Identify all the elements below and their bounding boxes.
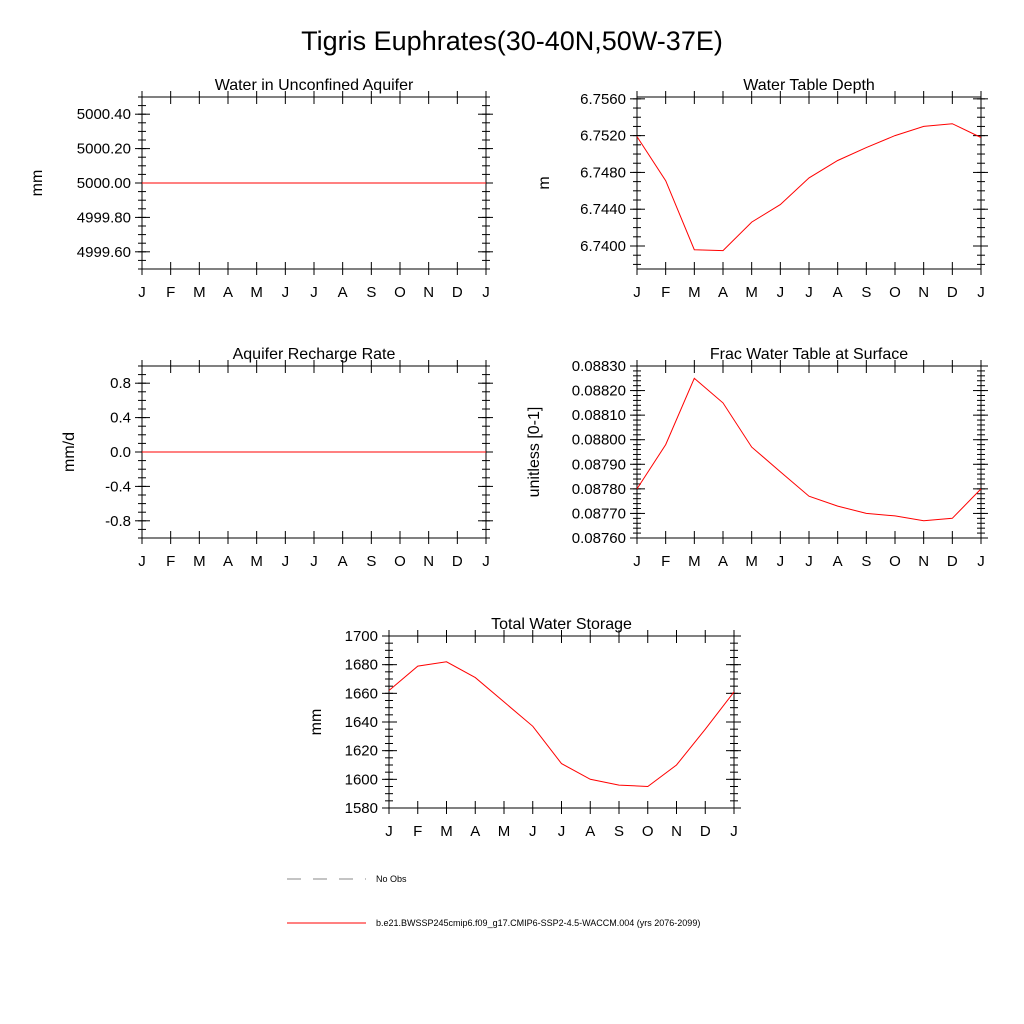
panel-frac-water-table-surface bbox=[526, 346, 988, 570]
x-tick-label: J bbox=[482, 553, 490, 570]
x-tick-label: J bbox=[281, 284, 290, 301]
y-tick-label: -0.4 bbox=[105, 478, 131, 496]
x-tick-label: J bbox=[805, 553, 813, 570]
x-tick-label: D bbox=[699, 823, 711, 840]
x-tick-label: F bbox=[661, 553, 671, 570]
x-tick-label: J bbox=[977, 284, 985, 301]
plot-frame bbox=[637, 97, 981, 269]
y-tick-label: 0.08830 bbox=[571, 358, 626, 375]
y-tick-label: 6.7480 bbox=[580, 164, 626, 182]
panel-title: Frac Water Table at Surface bbox=[709, 346, 909, 363]
x-tick-label: J bbox=[776, 553, 785, 570]
x-tick-label: J bbox=[138, 284, 146, 301]
x-tick-label: N bbox=[918, 284, 930, 301]
y-tick-label: 6.7520 bbox=[580, 127, 626, 145]
x-tick-label: J bbox=[557, 823, 566, 840]
x-tick-label: F bbox=[661, 284, 671, 301]
x-tick-label: J bbox=[805, 284, 813, 301]
x-tick-label: S bbox=[366, 284, 377, 301]
x-tick-label: M bbox=[745, 553, 758, 570]
x-tick-label: F bbox=[166, 284, 176, 301]
x-tick-label: M bbox=[250, 553, 263, 570]
x-tick-label: M bbox=[745, 284, 758, 301]
y-axis-label: mm bbox=[308, 708, 325, 736]
y-tick-label: 0.08790 bbox=[571, 456, 626, 474]
y-tick-label: 5000.00 bbox=[76, 175, 131, 192]
x-tick-label: J bbox=[730, 823, 738, 840]
y-axis-label: mm bbox=[29, 169, 46, 197]
y-axis-label: unitless [0-1] bbox=[526, 406, 543, 498]
x-tick-label: M bbox=[497, 823, 511, 840]
x-tick-label: A bbox=[470, 823, 481, 840]
panel-total-water-storage bbox=[308, 616, 741, 840]
figure-title: Tigris Euphrates(30-40N,50W-37E) bbox=[301, 26, 723, 56]
x-tick-label: A bbox=[222, 284, 234, 301]
legend-label-model-run: b.e21.BWSSP245cmip6.f09_g17.CMIP6-SSP2-4.5-WACCM.004 (yrs 2076-2099) bbox=[376, 918, 701, 928]
x-tick-label: O bbox=[889, 284, 901, 301]
x-tick-label: J bbox=[310, 553, 318, 570]
y-axis-label: m bbox=[536, 176, 553, 190]
y-tick-label: 1660 bbox=[344, 685, 378, 703]
x-tick-label: J bbox=[633, 553, 641, 570]
panel-water-unconfined-aquifer bbox=[29, 77, 493, 301]
x-tick-label: N bbox=[423, 553, 435, 570]
x-tick-label: J bbox=[529, 823, 537, 840]
y-axis-label: mm/d bbox=[61, 432, 78, 472]
y-tick-label: 4999.60 bbox=[76, 243, 131, 261]
x-tick-label: O bbox=[394, 284, 406, 301]
x-tick-label: F bbox=[413, 823, 423, 840]
x-tick-label: M bbox=[193, 284, 206, 301]
legend bbox=[287, 874, 700, 928]
x-tick-label: M bbox=[193, 553, 206, 570]
x-tick-label: A bbox=[717, 553, 729, 570]
y-tick-label: 1680 bbox=[344, 656, 378, 674]
plot-frame bbox=[389, 636, 734, 808]
x-tick-label: D bbox=[451, 553, 463, 570]
series-line bbox=[389, 662, 734, 787]
x-tick-label: J bbox=[385, 823, 393, 840]
y-tick-label: 5000.40 bbox=[76, 106, 131, 124]
x-tick-label: M bbox=[250, 284, 263, 301]
x-tick-label: N bbox=[918, 553, 930, 570]
x-tick-label: S bbox=[861, 553, 872, 570]
x-tick-label: F bbox=[166, 553, 176, 570]
y-tick-label: 0.08780 bbox=[571, 480, 626, 498]
x-tick-label: A bbox=[832, 284, 843, 301]
x-tick-label: A bbox=[585, 823, 596, 840]
x-tick-label: A bbox=[337, 284, 348, 301]
x-tick-label: M bbox=[688, 553, 701, 570]
y-tick-label: 5000.20 bbox=[76, 140, 131, 158]
x-tick-label: J bbox=[977, 553, 985, 570]
y-tick-label: 6.7440 bbox=[580, 201, 626, 219]
x-tick-label: M bbox=[688, 284, 701, 301]
y-tick-label: 1640 bbox=[344, 714, 378, 731]
y-tick-label: 0.0 bbox=[110, 444, 131, 461]
y-tick-label: 0.8 bbox=[110, 375, 131, 393]
x-tick-label: O bbox=[394, 553, 406, 570]
y-tick-label: 0.08800 bbox=[571, 431, 626, 449]
panel-title: Total Water Storage bbox=[491, 616, 632, 633]
panel-title: Aquifer Recharge Rate bbox=[232, 346, 396, 363]
y-tick-label: 1580 bbox=[344, 800, 378, 817]
series-line bbox=[637, 124, 981, 251]
y-tick-label: 0.08810 bbox=[571, 407, 626, 425]
y-tick-label: 6.7560 bbox=[580, 90, 626, 108]
x-tick-label: J bbox=[310, 284, 318, 301]
y-tick-label: 0.4 bbox=[110, 409, 131, 427]
panel-water-table-depth bbox=[536, 77, 988, 301]
y-tick-label: 1600 bbox=[344, 771, 378, 789]
x-tick-label: J bbox=[482, 284, 490, 301]
x-tick-label: O bbox=[641, 823, 654, 840]
y-tick-label: 4999.80 bbox=[76, 209, 131, 227]
x-tick-label: S bbox=[861, 284, 872, 301]
panel-title: Water in Unconfined Aquifer bbox=[214, 77, 414, 94]
x-tick-label: O bbox=[889, 553, 901, 570]
x-tick-label: M bbox=[440, 823, 453, 840]
y-tick-label: -0.8 bbox=[105, 512, 131, 530]
x-tick-label: J bbox=[776, 284, 785, 301]
legend-label-no-obs: No Obs bbox=[376, 874, 407, 884]
x-tick-label: A bbox=[337, 553, 348, 570]
x-tick-label: A bbox=[222, 553, 234, 570]
panel-aquifer-recharge-rate bbox=[61, 346, 493, 570]
x-tick-label: A bbox=[717, 284, 729, 301]
y-tick-label: 1700 bbox=[344, 628, 378, 645]
panel-title: Water Table Depth bbox=[743, 77, 875, 94]
x-tick-label: A bbox=[832, 553, 843, 570]
y-tick-label: 6.7400 bbox=[580, 238, 626, 256]
y-tick-label: 1620 bbox=[344, 742, 378, 760]
y-tick-label: 0.08820 bbox=[571, 382, 626, 400]
x-tick-label: N bbox=[423, 284, 435, 301]
series-line bbox=[637, 378, 981, 521]
y-tick-label: 0.08760 bbox=[571, 530, 626, 547]
x-tick-label: S bbox=[613, 823, 625, 840]
x-tick-label: J bbox=[281, 553, 290, 570]
y-tick-label: 0.08770 bbox=[571, 505, 626, 523]
x-tick-label: D bbox=[451, 284, 463, 301]
x-tick-label: N bbox=[671, 823, 682, 840]
x-tick-label: S bbox=[366, 553, 377, 570]
x-tick-label: D bbox=[946, 553, 958, 570]
x-tick-label: D bbox=[946, 284, 958, 301]
x-tick-label: J bbox=[633, 284, 641, 301]
x-tick-label: J bbox=[138, 553, 146, 570]
